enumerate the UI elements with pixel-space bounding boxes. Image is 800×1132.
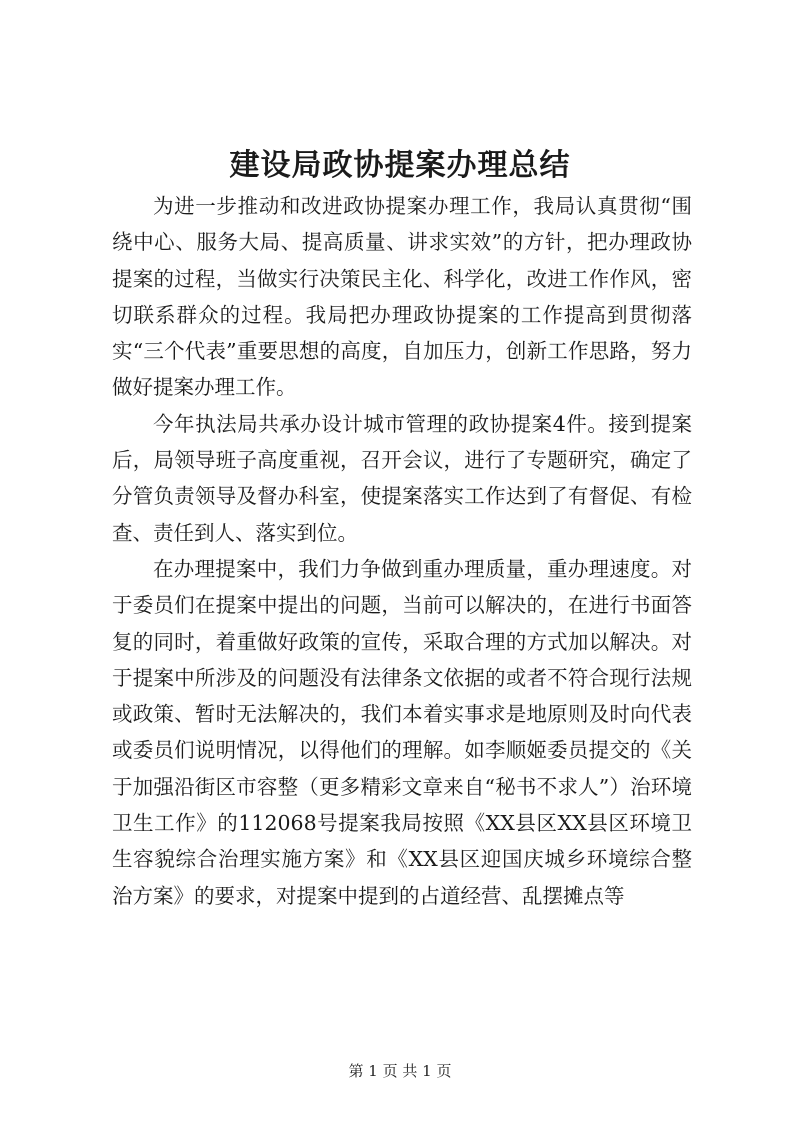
document-title: 建设局政协提案办理总结: [229, 148, 571, 183]
paragraph-proposals: 今年执法局共承办设计城市管理的政协提案4件。接到提案后，局领导班子高度重视，召开会议，进行了专题研究，确定了分管负责领导及督办科室，使提案落实工作达到了有督促、有检查、责任到人、落实到位。: [112, 411, 692, 545]
document-body: [112, 188, 692, 914]
page-number-footer: 第 1 页 共 1 页: [348, 1062, 452, 1080]
paragraph-handling: 在办理提案中，我们力争做到重办理质量，重办理速度。对于委员们在提案中提出的问题，当前可以解决的，在进行书面答复的同时，着重做好政策的宣传，采取合理的方式加以解决。对于提案中所涉及的问题没有法律条文依据的或者不符合现行法规或政策、暂时无法解决的，我们本着实事求是地原则及时向代表或委员们说明情况，以得他们的理解。如李顺姬委员提交的《关于加强沿街区市容整（更多精彩文章来自“秘书不求人”）治环境卫生工作》的112068号提案我局按照《XX县区XX县区环境卫生容貌综合治理实施方案》和《XX县区迎国庆城乡环境综合整治方案》的要求，对提案中提到的占道经营、乱摆摊点等: [112, 556, 692, 908]
paragraph-intro: 为进一步推动和改进政协提案办理工作，我局认真贯彻“围绕中心、服务大局、提高质量、讲求实效”的方针，把办理政协提案的过程，当做实行决策民主化、科学化，改进工作作风，密切联系群众的过程。我局把办理政协提案的工作提高到贯彻落实“三个代表”重要思想的高度，自加压力，创新工作思路，努力做好提案办理工作。: [112, 194, 692, 400]
